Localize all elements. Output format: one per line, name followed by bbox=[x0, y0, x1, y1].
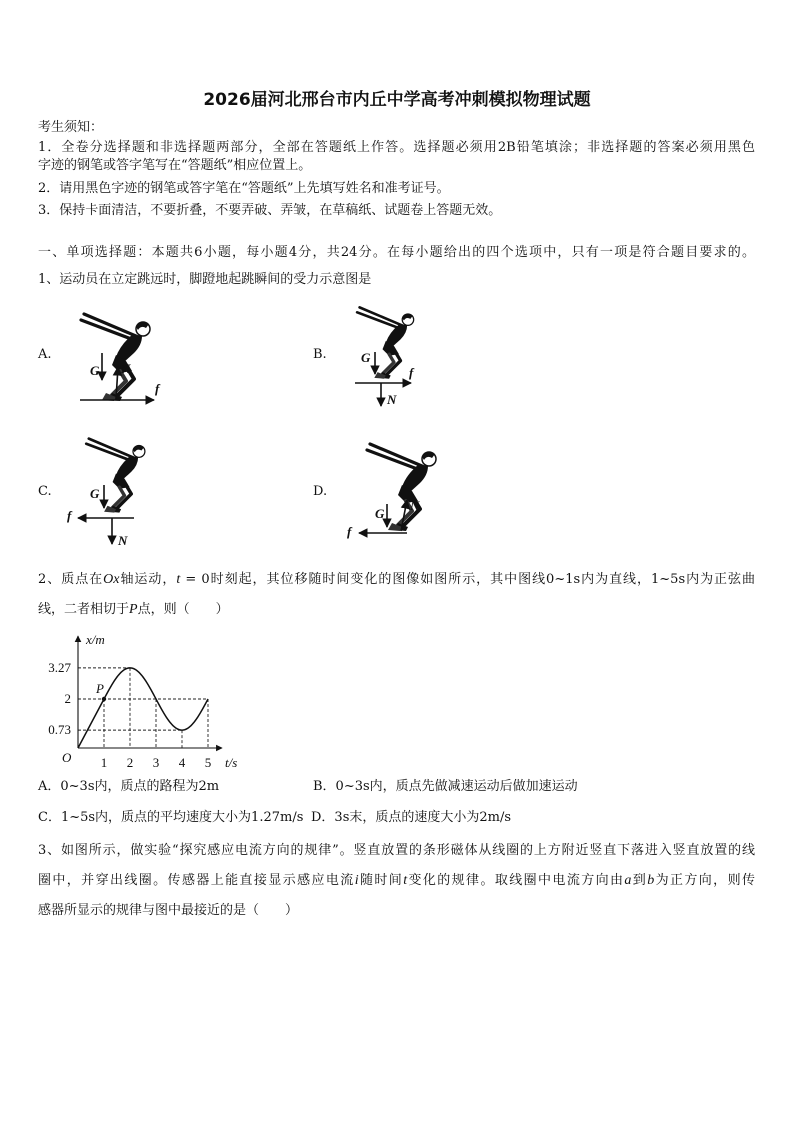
q3-time-symbol: t bbox=[403, 873, 408, 888]
q1-option-a-letter[interactable]: A. bbox=[38, 347, 52, 362]
y-tick-label: 0.73 bbox=[48, 722, 71, 738]
q1-option-b-figure[interactable] bbox=[345, 300, 435, 412]
q2-displacement-time-graph bbox=[38, 630, 248, 775]
q2-option-a[interactable]: A．0~3s内，质点的路程为2m bbox=[38, 779, 220, 794]
jumper-figure bbox=[357, 307, 414, 378]
x-tick-label: 5 bbox=[204, 755, 212, 770]
q2-option-c[interactable]: C．1~5s内，质点的平均速度大小为1.27m/s bbox=[38, 810, 304, 825]
q3-point-b-symbol: b bbox=[647, 873, 655, 888]
x-tick-label: 2 bbox=[126, 755, 134, 770]
page-title: 2026届河北邢台市内丘中学高考冲刺模拟物理试题 bbox=[203, 90, 591, 110]
q2-text: 点，则（ ） bbox=[137, 602, 229, 617]
q2-text: = 0 bbox=[180, 572, 210, 587]
q1-option-b-letter[interactable]: B. bbox=[313, 347, 327, 362]
notice-item-1-line-1: 1．全卷分选择题和非选择题两部分，全部在答题纸上作答。选择题必须用2B铅笔填涂；非选择题的答案必须用黑色 bbox=[38, 140, 755, 155]
q2-text: 轴运动， bbox=[119, 572, 177, 587]
q1-stem: 1、运动员在立定跳远时，脚蹬地起跳瞬间的受力示意图是 bbox=[38, 272, 372, 287]
y-tick-label: 3.27 bbox=[48, 659, 71, 675]
section-heading: 一、单项选择题：本题共6小题，每小题4分，共24分。在每小题给出的四个选项中，只有一项是符合题目要求的。 bbox=[38, 245, 755, 260]
q3-text: 到 bbox=[631, 873, 648, 888]
q3-text: 圈中，并穿出线圈。传感器上能直接显示感应电流 bbox=[38, 873, 355, 888]
q1-option-d-letter[interactable]: D. bbox=[313, 484, 328, 499]
q3-point-a-symbol: a bbox=[624, 873, 632, 888]
jumper-figure bbox=[81, 314, 150, 401]
y-tick-label: 2 bbox=[64, 691, 71, 706]
q1-option-d-figure[interactable] bbox=[335, 432, 445, 550]
x-tick-label: 4 bbox=[178, 755, 186, 770]
q2-text: 线，二者相切于 bbox=[38, 602, 130, 617]
y-axis-label: x/m bbox=[86, 632, 105, 647]
q2-axis-symbol: Ox bbox=[103, 572, 120, 587]
q1-option-c-figure[interactable] bbox=[62, 428, 154, 553]
notice-item-2: 2．请用黑色字迹的钢笔或答字笔在“答题纸”上先填写姓名和准考证号。 bbox=[38, 181, 450, 196]
friction-label: f bbox=[155, 381, 160, 396]
normal-force-label: N bbox=[410, 498, 420, 513]
q2-option-d[interactable]: D．3s末，质点的速度大小为2m/s bbox=[311, 810, 512, 825]
notice-item-3: 3．保持卡面清洁，不要折叠，不要弄破、弄皱，在草稿纸、试题卷上答题无效。 bbox=[38, 203, 502, 218]
friction-label: f bbox=[409, 365, 414, 380]
gravity-label: G bbox=[361, 350, 371, 365]
q2-text: 2、质点在 bbox=[38, 572, 104, 587]
q3-text: 为正方向，则传 bbox=[654, 873, 755, 888]
q3-stem-line-1: 3、如图所示，做实验“探究感应电流方向的规律”。竖直放置的条形磁体从线圈的上方附近竖直下落进入竖直放置的线 bbox=[38, 843, 755, 858]
q1-option-a-figure[interactable] bbox=[78, 303, 170, 413]
x-tick-label: 1 bbox=[100, 755, 108, 770]
q3-stem-line-3: 感器所显示的规律与图中最接近的是（ ） bbox=[38, 903, 299, 918]
displacement-curve bbox=[78, 668, 208, 748]
q2-time-symbol: t bbox=[176, 572, 181, 587]
jumper-figure bbox=[86, 439, 145, 513]
origin-label: O bbox=[62, 750, 72, 765]
q1-option-c-letter[interactable]: C. bbox=[38, 484, 52, 499]
q3-text: 变化的规律。取线圈中电流方向由 bbox=[407, 873, 625, 888]
tangent-point-marker bbox=[102, 697, 106, 701]
q3-current-symbol: i bbox=[354, 873, 359, 888]
x-tick-label: 3 bbox=[152, 755, 160, 770]
q3-text: 随时间 bbox=[358, 873, 404, 888]
q2-stem-line-2 bbox=[38, 601, 755, 619]
q2-point-symbol: P bbox=[129, 602, 138, 617]
q2-stem-line-1 bbox=[38, 571, 755, 589]
normal-force-label: N bbox=[387, 392, 397, 407]
normal-force-label: N bbox=[118, 533, 128, 548]
q3-stem-line-2 bbox=[38, 872, 755, 890]
gravity-label: G bbox=[90, 363, 100, 378]
q2-option-b[interactable]: B．0~3s内，质点先做减速运动后做加速运动 bbox=[313, 779, 578, 794]
notice-heading: 考生须知： bbox=[38, 120, 104, 135]
q2-text: 时刻起，其位移随时间变化的图像如图所示，其中图线0~1s内为直线，1~5s内为正弦曲 bbox=[209, 572, 755, 587]
gravity-label: G bbox=[90, 486, 100, 501]
gravity-label: G bbox=[375, 506, 385, 521]
friction-label: f bbox=[347, 524, 352, 539]
tangent-point-label: P bbox=[96, 681, 104, 696]
normal-force-label: N bbox=[121, 361, 131, 376]
notice-item-1-line-2: 字迹的钢笔或答字笔写在“答题纸”相应位置上。 bbox=[38, 158, 312, 173]
x-axis-label: t/s bbox=[225, 755, 238, 770]
friction-label: f bbox=[67, 508, 72, 523]
